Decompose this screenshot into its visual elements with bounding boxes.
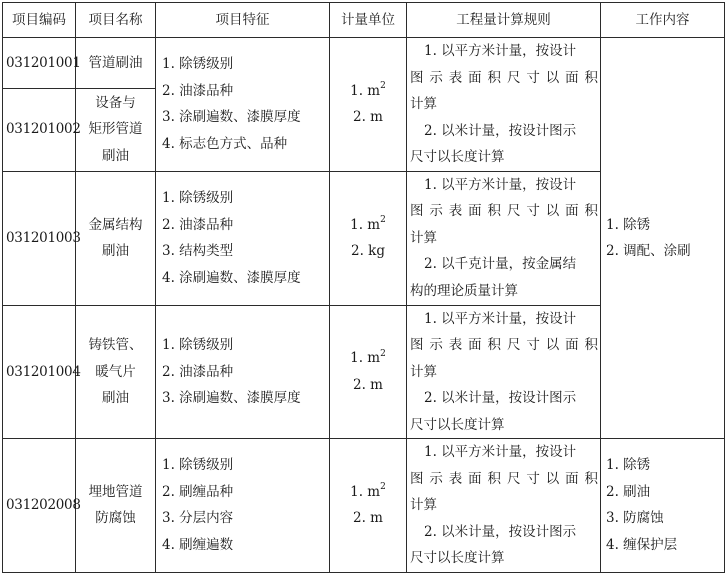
unit-line: 2. m [353, 510, 383, 527]
unit-line: 1. $m^2$ [350, 215, 386, 233]
header-name: 项目名称 [76, 3, 156, 38]
unit-line: 2. m [353, 109, 383, 126]
header-unit: 计量单位 [330, 3, 407, 38]
item-name-line: 刷油 [102, 243, 129, 259]
rule-line: 1. 以平方米计量，按设计 [424, 444, 577, 460]
rule-line: 1. 以平方米计量，按设计 [424, 176, 577, 193]
rule-line: 计算 [410, 229, 437, 246]
item-features [156, 38, 330, 172]
feature-line: 2. 油漆品种 [162, 363, 234, 380]
rule-line: 1. 以平方米计量，按设计 [424, 43, 577, 59]
work-line: 2. 刷油 [606, 483, 651, 500]
unit-superscript: 2 [380, 215, 386, 225]
item-units [330, 171, 407, 305]
item-name-line: 埋地管道 [88, 483, 143, 500]
item-code: 031202008 [3, 439, 76, 573]
feature-line: 3. 涂刷遍数、漆膜厚度 [162, 109, 301, 126]
rule-line: 计算 [410, 497, 437, 513]
feature-line: 1. 除锈级别 [162, 457, 234, 474]
item-features [156, 171, 330, 305]
item-name [76, 439, 156, 573]
unit-line: 1. $m^2$ [350, 482, 386, 500]
work-line: 3. 防腐蚀 [606, 510, 664, 527]
feature-line: 3. 分层内容 [162, 510, 234, 527]
item-features [156, 439, 330, 573]
rule-line: 构的理论质量计算 [410, 282, 518, 299]
item-name-line: 铸铁管、 [88, 337, 143, 353]
rule-line: 图示表面积尺寸以面积 [410, 337, 598, 353]
feature-line: 1. 除锈级别 [162, 190, 234, 206]
table-row [3, 439, 725, 573]
rule-line: 2. 以米计量，按设计图示 [424, 122, 577, 139]
item-name-line: 防腐蚀 [95, 510, 136, 527]
header-code: 项目编码 [3, 3, 76, 38]
item-rules [407, 38, 601, 172]
feature-line: 4. 刷缠遍数 [162, 536, 234, 553]
table-row [3, 38, 725, 89]
rule-line: 2. 以米计量，按设计图示 [424, 390, 577, 406]
item-code: 031201003 [3, 171, 76, 305]
unit-line: 1. $m^2$ [350, 81, 386, 99]
feature-line: 2. 油漆品种 [162, 82, 234, 99]
item-name [76, 38, 156, 89]
feature-line: 3. 涂刷遍数、漆膜厚度 [162, 390, 301, 406]
rule-line: 图示表面积尺寸以面积 [410, 470, 598, 487]
work-line: 2. 调配、涂刷 [606, 243, 691, 259]
header-rules: 工程量计算规则 [407, 3, 601, 38]
bill-table [2, 2, 725, 573]
rule-line: 尺寸以长度计算 [410, 416, 505, 433]
unit-superscript: 2 [380, 81, 386, 92]
rule-line: 2. 以米计量，按设计图示 [424, 523, 577, 540]
feature-line: 4. 涂刷遍数、漆膜厚度 [162, 269, 301, 286]
unit-line: 1. $m^2$ [350, 348, 386, 367]
shared-work-content [601, 38, 725, 439]
unit-line: 2. kg [351, 243, 385, 259]
rule-line: 尺寸以长度计算 [410, 149, 505, 165]
feature-line: 1. 除锈级别 [162, 56, 234, 73]
feature-line: 4. 标志色方式、品种 [162, 135, 288, 152]
unit-superscript: 2 [380, 348, 386, 359]
feature-line: 2. 刷缠品种 [162, 483, 234, 500]
item-name-line: 暖气片 [95, 363, 136, 380]
item-rules [407, 439, 601, 573]
item-units [330, 439, 407, 573]
item-units [330, 305, 407, 439]
item-name-line: 设备与 [95, 94, 136, 111]
feature-line: 3. 结构类型 [162, 243, 234, 259]
rule-line: 2. 以千克计量，按金属结 [424, 256, 577, 273]
feature-line: 1. 除锈级别 [162, 337, 234, 353]
header-features: 项目特征 [156, 3, 330, 38]
item-units [330, 38, 407, 172]
feature-line: 2. 油漆品种 [162, 216, 234, 233]
item-rules [407, 305, 601, 439]
item-code: 031201004 [3, 305, 76, 439]
work-line: 1. 除锈 [606, 457, 651, 474]
rule-line: 1. 以平方米计量，按设计 [424, 310, 577, 327]
item-name [76, 88, 156, 171]
item-work-content [601, 439, 725, 573]
unit-superscript: 2 [380, 482, 386, 493]
item-name [76, 171, 156, 305]
item-rules [407, 171, 601, 305]
header-work: 工作内容 [601, 3, 725, 38]
item-code: 031201002 [3, 88, 76, 171]
item-name-line: 矩形管道 [88, 121, 143, 138]
item-name-line: 管道刷油 [88, 54, 143, 71]
header-row [3, 3, 725, 38]
item-code: 031201001 [3, 38, 76, 89]
item-name-line: 金属结构 [88, 216, 143, 233]
work-line: 1. 除锈 [606, 216, 651, 233]
rule-line: 图示表面积尺寸以面积 [410, 203, 598, 220]
item-name [76, 305, 156, 439]
rule-line: 计算 [410, 96, 437, 112]
item-name-line: 刷油 [102, 390, 129, 406]
unit-line: 2. m [353, 376, 383, 393]
rule-line: 图示表面积尺寸以面积 [410, 69, 598, 86]
rule-line: 计算 [410, 363, 437, 380]
work-line: 4. 缠保护层 [606, 536, 678, 553]
rule-line: 尺寸以长度计算 [410, 550, 505, 566]
item-name-line: 刷油 [102, 147, 129, 164]
item-features [156, 305, 330, 439]
